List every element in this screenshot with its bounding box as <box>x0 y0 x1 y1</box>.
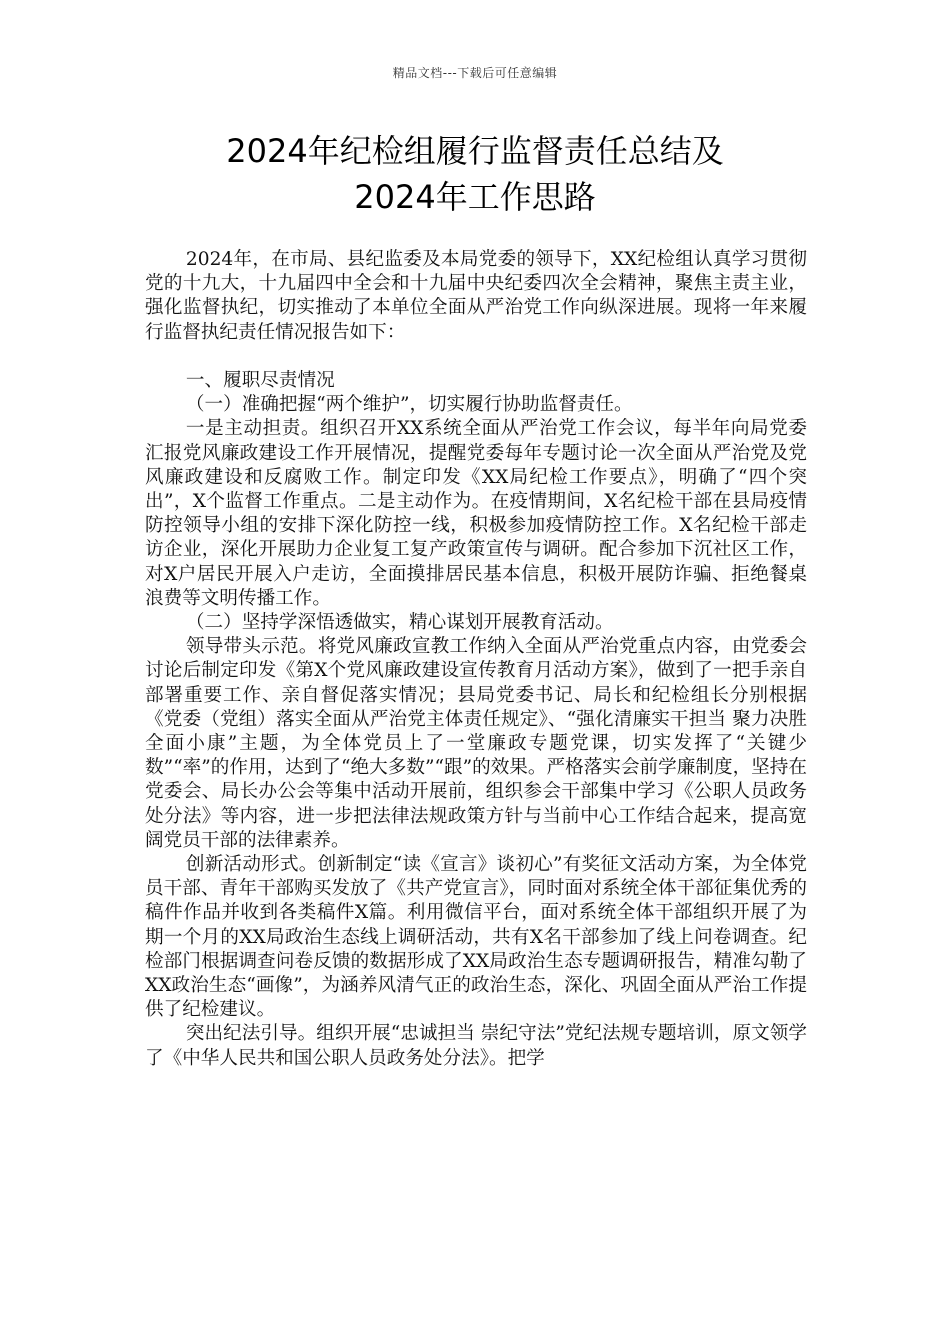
body-paragraph: 一是主动担责。组织召开XX系统全面从严治党工作会议，每半年向局党委汇报党风廉政建设工作开展情况，提醒党委每年专题讨论一次全面从严治党及党风廉政建设和反腐败工作。制定印发《XX局纪检工作要点》，明确了“四个突出”，X个监督工作重点。二是主动作为。在疫情期间，X名纪检干部在县局疫情防控领导小组的安排下深化防控一线，积极参加疫情防控工作。X名纪检干部走访企业，深化开展助力企业复工复产政策宣传与调研。配合参加下沉社区工作，对X户居民开展入户走访，全面摸排居民基本信息，积极开展防诈骗、拒绝餐桌浪费等文明传播工作。 <box>145 418 807 609</box>
body-paragraph: 创新活动形式。创新制定“读《宣言》谈初心”有奖征文活动方案，为全体党员干部、青年干部购买发放了《共产党宣言》，同时面对系统全体干部征集优秀的稿件作品并收到各类稿件X篇。利用微信平台，面对系统全体干部组织开展了为期一个月的XX局政治生态线上调研活动，共有X名干部参加了线上问卷调查。纪检部门根据调查问卷反馈的数据形成了XX局政治生态专题调研报告，精准勾勒了XX政治生态“画像”，为涵养风清气正的政治生态，深化、巩固全面从严治工作提供了纪检建议。 <box>145 854 807 1021</box>
intro-paragraph: 2024年，在市局、县纪监委及本局党委的领导下，XX纪检组认真学习贯彻党的十九大，十九届四中全会和十九届中央纪委四次全会精神，聚焦主责主业，强化监督执纪，切实推动了本单位全面从严治党工作向纵深进展。现将一年来履行监督执纪责任情况报告如下： <box>145 249 807 343</box>
body-paragraph: 突出纪法引导。组织开展“忠诚担当 崇纪守法”党纪法规专题培训，原文领学了《中华人民共和国公职人员政务处分法》。把学 <box>145 1023 807 1069</box>
document-title <box>60 128 890 220</box>
document-body <box>145 248 807 1071</box>
page-header: 精品文档---下载后可任意编辑 <box>392 66 558 80</box>
subsection-heading: （一）准确把握“两个维护”，切实履行协助监督责任。 <box>185 394 633 416</box>
body-paragraph: 领导带头示范。将党风廉政宣教工作纳入全面从严治党重点内容，由党委会讨论后制定印发《第X个党风廉政建设宣传教育月活动方案》，做到了一把手亲自部署重要工作、亲自督促落实情况；县局党委书记、局长和纪检组长分别根据《党委（党组）落实全面从严治党主体责任规定》、“强化清廉实干担当 聚力决胜全面小康”主题，为全体党员上了一堂廉政专题党课，切实发挥了“关键少数”“率”的作用，达到了“绝大多数”“跟”的效果。严格落实会前学廉制度，坚持在党委会、局长办公会等集中活动开展前，组织参会干部集中学习《公职人员政务处分法》等内容，进一步把法律法规政策方针与当前中心工作结合起来，提高宽阔党员干部的法律素养。 <box>145 636 807 851</box>
title-line-2: 2024年工作思路 <box>354 178 596 216</box>
title-line-1: 2024年纪检组履行监督责任总结及 <box>226 132 724 170</box>
subsection-heading: （二）坚持学深悟透做实，精心谋划开展教育活动。 <box>185 612 614 634</box>
section-heading: 一、履职尽责情况 <box>185 370 335 391</box>
